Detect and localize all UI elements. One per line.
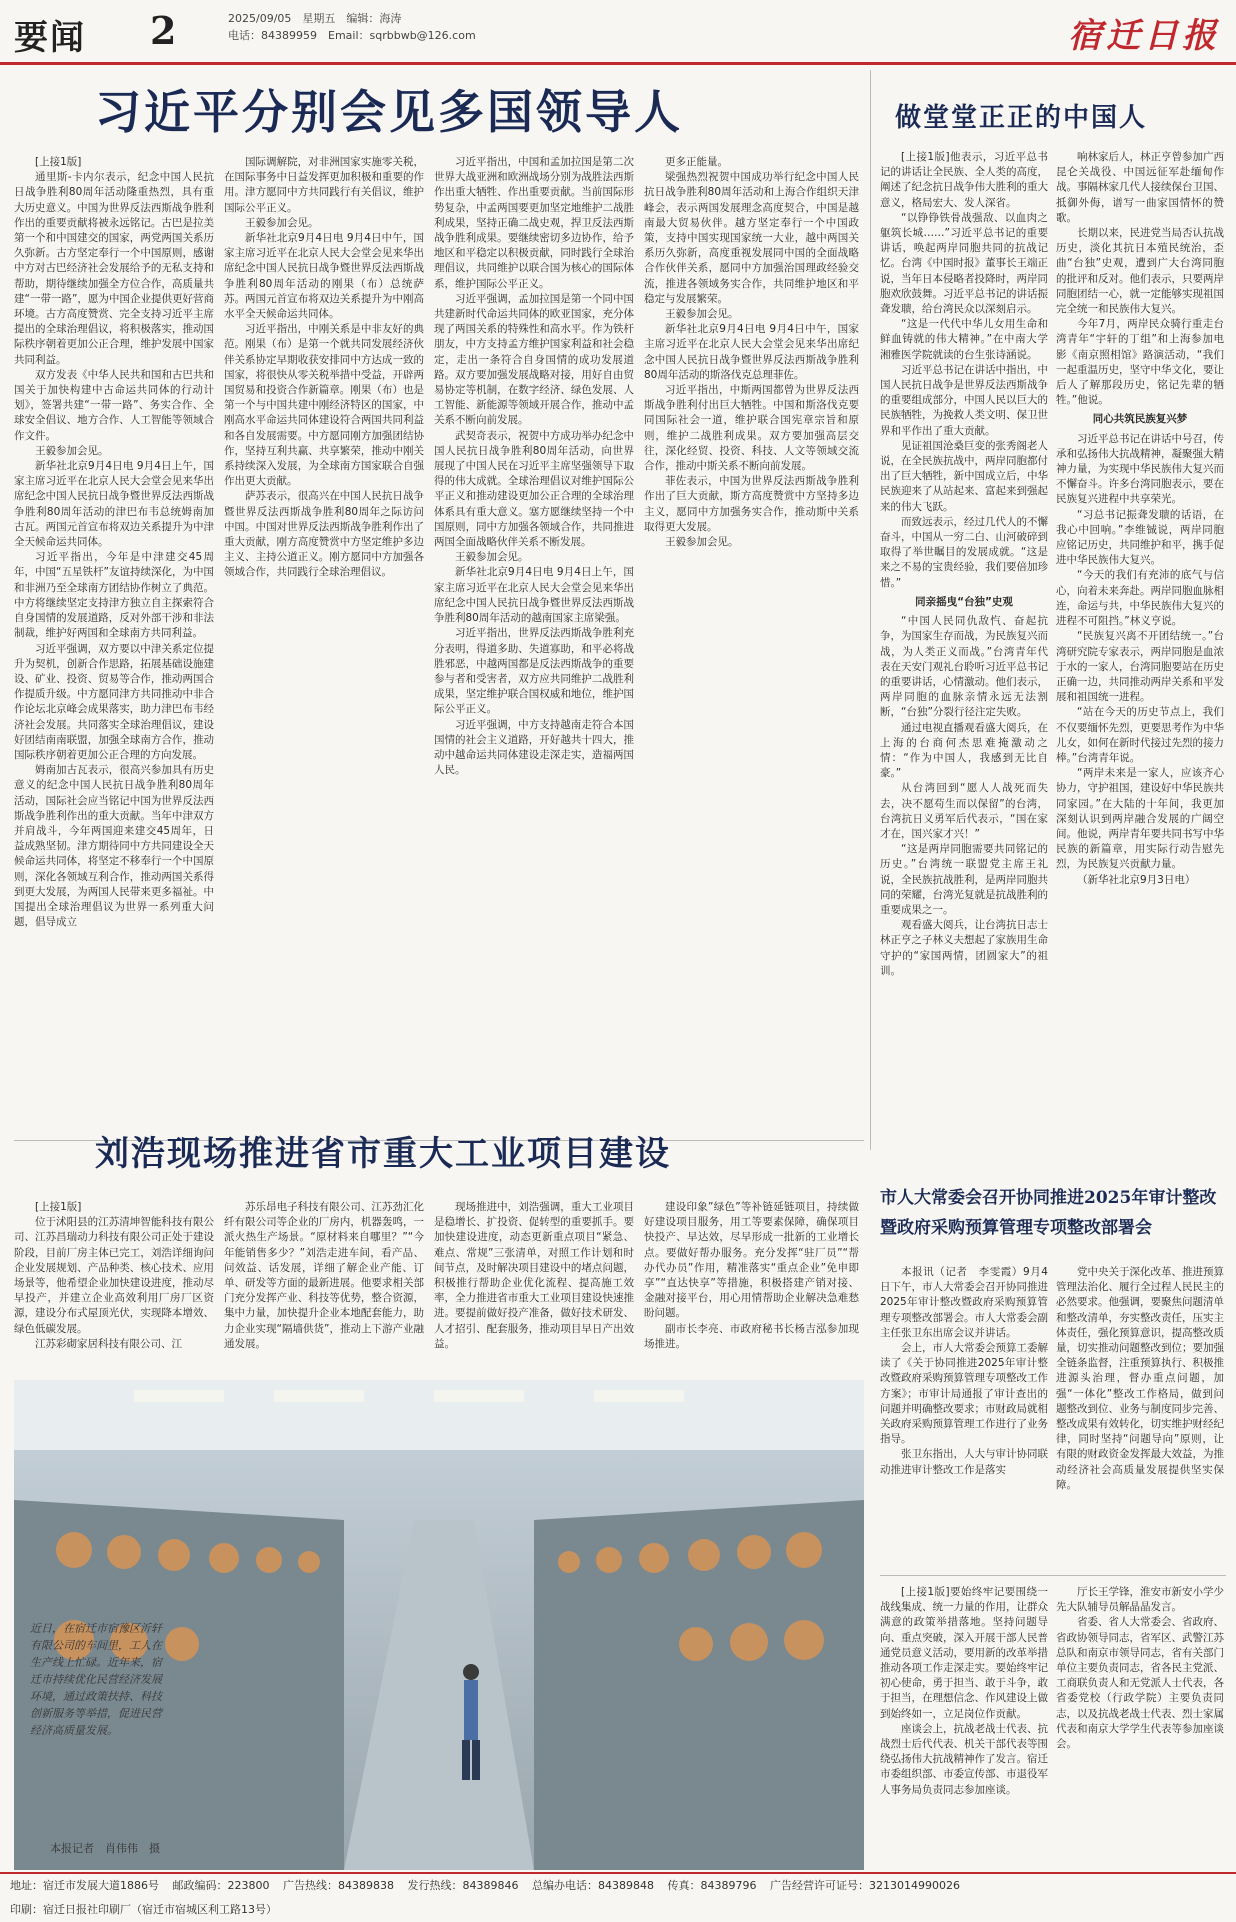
article1-column-4 [644, 155, 859, 1135]
article1-column-2 [224, 155, 424, 1135]
paragraph: 江苏彩砌家居科技有限公司、江 [35, 1337, 182, 1350]
article4-headline-line2: 暨政府采购预算管理专项整改部署会 [880, 1218, 1152, 1238]
paragraph: 王毅参加会见。 [35, 444, 109, 457]
photo-credit: 本报记者 肖伟伟 摄 [50, 1842, 160, 1855]
paragraph: 习近平强调，双方要以中津关系定位提升为契机，创新合作思路，拓展基础设施建设、矿业、投资、贸易等合作，推动两国合作提质升级。中方愿同津方共同推动中非合作论坛北京峰会成果落实，助力津巴布韦经济社会发展。共同落实全球治理倡议，建设好团结南南联盟，加强全球南方合作，推动国际秩序朝着更加公正合理的方向发展。 [14, 642, 214, 761]
article3-column-2 [224, 1200, 424, 1370]
photo-caption: 近日，在宿迁市宿豫区沂轩有限公司的车间里，工人在生产线上忙碌。近年来，宿迁市持续优化民营经济发展环境，通过政策扶持、科技创新服务等举措，促进民营经济高质量发展。 [30, 1622, 162, 1737]
article5-column-2 [1056, 1585, 1224, 1865]
paragraph: 新华社北京9月4日电 9月4日中午，国家主席习近平在北京人民大会堂会见来华出席纪念中国人民抗日战争暨世界反法西斯战争胜利80周年活动的斯洛伐克总理菲佐。 [644, 323, 859, 381]
paragraph: 座谈会上，抗战老战士代表、抗战烈士后代代表、机关干部代表等围绕弘扬伟大抗战精神作了发言。宿迁市委组织部、市委宣传部、市退役军人事务局负责同志参加座谈。 [880, 1722, 1048, 1796]
paragraph: 同亲摇曳“台独”史观 [915, 595, 1013, 608]
paragraph: 习近平指出，今年是中津建交45周年，中国“五星铁杆”友谊持续深化，为中国和非洲乃至全球南方团结协作树立了典范。中方将继续坚定支持津方独立自主探索符合自身国情的发展道路，反对外部干涉和非法制裁，维护好两国和全球南方共同利益。 [14, 551, 214, 640]
paragraph: 双方发表《中华人民共和国和古巴共和国关于加快构建中古命运共同体的行动计划》，签署共建“一带一路”、务实合作、全球安全倡议、地方合作、人工智能等领域合作文件。 [14, 368, 214, 442]
paragraph: “习总书记振聋发聩的话语，在我心中回响。”李维铖说，两岸同胞应铭记历史，共同维护和平，携手促进中华民族伟大复兴。 [1056, 508, 1224, 567]
article2-column-2 [1056, 150, 1224, 1170]
paragraph: 姆南加古瓦表示，很高兴参加具有历史意义的纪念中国人民抗日战争胜利80周年活动，国际社会应当铭记中国为世界反法西斯战争胜利作出的重大贡献。当年中津双方并肩战斗，今年两国迎来建交45周年，日益成熟坚韧。津方期待同中方共同建设全天候命运共同体，将坚定不移奉行一个中国原则，深化各领域互利合作，推动两国关系得到更大发展，为两国人民带来更多福祉。中国提出全球治理倡议为世界一系列重大问题，倡导成立 [14, 764, 214, 929]
edition-label: 要闻 [14, 18, 86, 58]
paragraph: [上接1版]要始终牢记要围绕一战线集成、统一力量的作用，让群众满意的政策举措落地。坚持问题导向、重点突破，深入开展干部人民普通党员意义活动，要用新的改革举措推动各项工作走深走实。要始终牢记初心使命，勇于担当、敢于斗争，敢于担当，在理想信念、作风建设上做到始终如一，立足岗位作贡献。 [880, 1586, 1048, 1720]
paragraph: 通过电视直播观看盛大阅兵，在上海的台商何杰思难掩激动之情：“作为中国人，我感到无比自豪。” [880, 721, 1048, 780]
date-line: 2025/09/05 星期五 编辑：海涛 [228, 12, 402, 25]
paragraph: 菲佐表示，中国为世界反法西斯战争胜利作出了巨大贡献，斯方高度赞赏中方坚持多边主义，愿同中方加强务实合作，推动斯中关系取得更大发展。 [644, 475, 859, 533]
masthead-meta [228, 10, 476, 44]
paragraph: “这是一代代中华儿女用生命和鲜血铸就的伟大精神。”在中南大学湘雅医学院就读的台生张诗涵说。 [880, 318, 1048, 361]
paragraph: （新华社北京9月3日电） [1077, 873, 1196, 886]
footer-address: 地址：宿迁市发展大道1886号 [10, 1879, 159, 1892]
paragraph: 习近平指出，世界反法西斯战争胜利充分表明，得道多助、失道寡助，和平必将战胜邪恶，中越两国都是反法西斯战争的重要参与者和受害者，双方应共同维护二战胜利成果，坚定维护联合国权威和地位，维护国际公平正义。 [434, 627, 634, 716]
paragraph: 厅长王学锋，淮安市新安小学少先大队辅导员解晶晶发言。 [1056, 1586, 1224, 1614]
footer-license: 广告经营许可证号：3213014990026 [770, 1879, 960, 1892]
footer-editor-phone: 总编办电话：84389848 [532, 1879, 654, 1892]
paragraph: 会上，市人大常委会预算工委解读了《关于协同推进2025年审计整改暨政府采购预算管理专项整改工作方案》；市审计局通报了审计查出的问题并明确整改要求；市财政局就相关政府采购预算管理工作进行了业务指导。 [880, 1342, 1048, 1446]
paragraph: “民族复兴离不开团结统一。”台湾研究院专家表示，两岸同胞是血浓于水的一家人，台湾同胞要站在历史正确一边，共同推动两岸关系和平发展和祖国统一进程。 [1056, 630, 1224, 704]
paragraph: “以铮铮铁骨战强敌、以血肉之躯筑长城……”习近平总书记的重要讲话，唤起两岸同胞共同的抗战记忆。台湾《中国时报》董事长王端正说，当年日本侵略者投降时，两岸同胞欢欣鼓舞。习近平总书记的讲话振聋发聩，给台湾民众以深刻启示。 [880, 211, 1048, 316]
footer-ad-phone: 广告热线：84389838 [283, 1879, 394, 1892]
paragraph: 通里斯-卡内尔表示，纪念中国人民抗日战争胜利80周年活动隆重热烈，具有重大历史意义。中国为世界反法西斯战争胜利作出的重要贡献将被永远铭记。古巴是拉美第一个和中国建交的国家，两党两国关系历久弥新。古方坚定奉行一个中国原则，感谢中方对古巴经济社会发展给予的无私支持和帮助，期待继续加强全方位合作，高质量共建“一带一路”，愿为中国企业提供更好营商环境。古方高度赞赏、完全支持习近平主席提出的全球治理倡议，将积极落实，推动国际秩序朝着更加公正合理，维护发展中国家共同利益。 [14, 171, 214, 366]
paragraph: 习近平指出，中刚关系是中非友好的典范。刚果（布）是第一个就共同发展经济伙伴关系协定早期收获安排同中方达成一致的国家，将很快从零关税举措中受益，开辟两国贸易和投资合作新篇章。刚果（布）也是第一个与中国共建中刚经济特区的国家，中刚高水平命运共同体建设符合两国共同利益和各自发展需要。中方愿同刚方加强团结协作，坚持互利共赢、共享繁荣，推动中刚关系持续深入发展，为全球南方国家联合自强作出更大贡献。 [224, 323, 424, 488]
article1-headline: 习近平分别会见多国领导人 [95, 85, 683, 139]
paragraph: 王毅参加会见。 [245, 216, 319, 229]
paragraph: 副市长李亮、市政府秘书长杨吉泓参加现场推进。 [644, 1322, 859, 1350]
paragraph: 习近平总书记在讲话中指出，中国人民抗日战争是世界反法西斯战争的重要组成部分，中国人民以巨大的民族牺牲，为挽救人类文明、保卫世界和平作出了重大贡献。 [880, 363, 1048, 437]
masthead [0, 0, 1236, 65]
article3-headline: 刘浩现场推进省市重大工业项目建设 [95, 1134, 671, 1174]
paragraph: 省委、省人大常委会、省政府、省政协领导同志，省军区、武警江苏总队和南京市领导同志，省有关部门单位主要负责同志，省各民主党派、工商联负责人和无党派人士代表，各省委党校（行政学院）主要负责同志，以及抗战老战士代表、烈士家属代表和南京大学学生代表等参加座谈会。 [1056, 1616, 1224, 1751]
footer-printer: 印刷：宿迁日报社印刷厂（宿迁市宿城区利工路13号） [10, 1903, 277, 1916]
paragraph: 长期以来，民进党当局否认抗战历史，淡化其抗日本殖民统治，歪曲“台独”史观，遭到广大台湾同胞的批评和反对。他们表示，只要两岸同胞团结一心，就一定能够实现祖国完全统一和民族伟大复兴。 [1056, 227, 1224, 316]
article5-column-1 [880, 1585, 1048, 1865]
paragraph: “今天的我们有充沛的底气与信心，向着未来奔赴。两岸同胞血脉相连，命运与共，中华民族伟大复兴的进程不可阻挡。”林义亨说。 [1056, 569, 1224, 628]
paragraph: 习近平总书记在讲话中号召，传承和弘扬伟大抗战精神，凝聚强大精神力量，为实现中华民族伟大复兴而不懈奋斗。许多台湾同胞表示，要在民族复兴进程中共享荣光。 [1056, 432, 1224, 506]
paragraph: 今年7月，两岸民众骑行重走台湾青年“宇轩的丁组”和上海参加电影《南京照相馆》路演活动，“我们一起重温历史，坚守中华文化，要让后人了解那段历史，铭记先辈的牺牲。”他说。 [1056, 318, 1224, 407]
article4-headline-line1: 市人大常委会召开协同推进2025年审计整改 [880, 1188, 1217, 1208]
article4-column-1 [880, 1265, 1048, 1565]
paragraph: 武契奇表示，祝贺中方成功举办纪念中国人民抗日战争胜利80周年活动，向世界展现了中国人民在习近平主席坚强领导下取得的伟大成就。全球治理倡议对维护国际公平正义和推动建设更加公正合理的全球治理体系具有重大意义。塞方愿继续坚持一个中国原则，同中方加强各领域合作，共同推进两国全面战略伙伴关系不断发展。 [434, 429, 634, 549]
article2-column-1 [880, 150, 1048, 1170]
paragraph: “站在今天的历史节点上，我们不仅要缅怀先烈，更要思考作为中华儿女，如何在新时代接过先烈的接力棒。”台湾青年说。 [1056, 706, 1224, 764]
paragraph: 建设印象”绿色”等补链延链项目，持续做好建设项目服务，用工等要素保障，确保项目快投产、早达效，尽早形成一批新的工业增长点。要做好帮办服务。充分发挥“驻厂员”“帮办代办员”作用，精准落实“重点企业”免申即享”“直达快享”等措施，积极搭建产销对接、金融对接平台，用心用情帮助企业解决急难愁盼问题。 [644, 1201, 859, 1320]
contact-line: 电话：84389959 Email：sqrbbwb@126.com [228, 29, 476, 42]
article1-column-3 [434, 155, 634, 1135]
paragraph: “这是两岸同胞需要共同铭记的历史。”台湾统一联盟党主席王礼说，全民族抗战胜利，是两岸同胞共同的荣耀，台湾光复就是抗战胜利的重要成果之一。 [880, 843, 1048, 916]
paragraph: 响林家后人，林正亨曾参加广西昆仑关战役、中国远征军赴缅甸作战。事隔林家几代人接续保台卫国、抵御外侮，谱写一曲家国情怀的赞歌。 [1056, 151, 1224, 224]
footer-fax: 传真：84389796 [667, 1879, 757, 1892]
newspaper-logo: 宿迁日报 [1068, 16, 1220, 56]
paragraph: 位于沭阳县的江苏清坤智能科技有限公司、江苏昌瑞动力科技有限公司正处于建设阶段，目前厂房主体已完工，刘浩详细询问企业发展规划、产品种类、核心技术、应用场景等，他希望企业加快建设进度，推动尽早投产，并建立企业高效利用厂房厂区资源，建设分布式屋顶光伏，实现降本增效、绿色低碳发展。 [14, 1216, 214, 1335]
paragraph: 更多正能量。 [665, 156, 728, 168]
page-footer [0, 1872, 1236, 1916]
paragraph: 从台湾回到“愿人人战死而失去，决不愿苟生而以保留”的台湾，台湾抗日义勇军后代表示，“国在家才在，国兴家才兴！” [880, 782, 1048, 840]
paragraph: 新华社北京9月4日电 9月4日上午，国家主席习近平在北京人民大会堂会见来华出席纪念中国人民抗日战争暨世界反法西斯战争胜利80周年活动的津巴布韦总统姆南加古瓦。两国元首宣布将双边关系提升为中津全天候命运共同体。 [14, 460, 214, 549]
article3-column-1 [14, 1200, 214, 1370]
paragraph: 王毅参加会见。 [665, 308, 739, 321]
article1-column-1 [14, 155, 214, 1135]
paragraph: 党中央关于深化改革、推进预算管理法治化、履行全过程人民民主的必然要求。他强调，要聚焦问题清单和整改清单，夯实整改责任，压实主体责任，强化预算意识，提高整改质量，切实推动问题整改到位；要加强全链条监督，注重预算执行、积极推进源头治理，督办重点问题，加强“一体化”整改工作格局，做到问题整改到位、业务与制度同步完善、整改成果有效转化，切实维护财经纪律，同时坚持“问题导向”原则，让有限的财政资金发挥最大效益，为推动经济社会高质量发展提供坚实保障。 [1056, 1266, 1224, 1491]
paragraph: 而致远表示，经过几代人的不懈奋斗，中国从一穷二白、山河破碎到取得了举世瞩目的发展成就。“这是来之不易的宝贵经验，我们要倍加珍惜。” [880, 515, 1048, 589]
paragraph: 同心共筑民族复兴梦 [1092, 413, 1188, 426]
paragraph: 国际调解院，对非洲国家实施零关税，在国际事务中日益发挥更加积极和重要的作用。津方愿同中方共同践行有关倡议，维护国际公平正义。 [224, 156, 424, 214]
paragraph: 萨苏表示，很高兴在中国人民抗日战争暨世界反法西斯战争胜利80周年之际访问中国。中国对世界反法西斯战争胜利作出了重大贡献，刚方高度赞赏中方坚定维护多边主义、主持公道正义。刚方愿同中方加强各领域合作，共同践行全球治理倡议。 [224, 490, 424, 579]
footer-dist-phone: 发行热线：84389846 [407, 1879, 519, 1892]
footer-postcode: 邮政编码：223800 [172, 1879, 270, 1892]
paragraph: [上接1版]他表示，习近平总书记的讲话让全民族、全人类的高度，阐述了纪念抗日战争伟大胜利的重大意义，格局宏大、发人深省。 [880, 151, 1048, 209]
paragraph: [上接1版] [35, 1201, 82, 1213]
paragraph: 苏乐昂电子科技有限公司、江苏劲汇化纤有限公司等企业的厂房内，机器轰鸣，一派火热生产场景。“原材料来自哪里？”“今年能销售多少？”刘浩走进车间，看产品、问效益、话发展，详细了解企业产能、订单、研发等方面的最新进展。他要求相关部门充分发挥产业、科技等优势，整合资源，集中力量，加快提升企业本地配套能力，助力企业实现“隔墙供货”，推动上下游产业融通发展。 [224, 1201, 424, 1350]
article2-headline: 做堂堂正正的中国人 [895, 103, 1148, 133]
paragraph: 见证祖国沧桑巨变的张秀阁老人说，在全民族抗战中，两岸同胞都付出了巨大牺牲，新中国成立后，中华民族迎来了从站起来、富起来到强起来的伟大飞跃。 [880, 439, 1048, 513]
paragraph: 习近平指出，中国和孟加拉国是第二次世界大战亚洲和欧洲战场分别为战胜法西斯作出重大牺牲、作出重要贡献。当前国际形势复杂，中孟两国要更加坚定地维护二战胜利成果，坚持正确二战史观，捍卫反法西斯战争胜利成果。要继续密切多边协作，给予地区和平稳定以积极贡献，同时践行全球治理倡议，共同维护以联合国为核心的国际体系，维护国际公平正义。 [434, 156, 634, 290]
paragraph: “中国人民同仇敌忾、奋起抗争，为国家生存而战，为民族复兴而战，为人类正义而战。”台湾青年代表在天安门观礼台聆听习近平总书记的重要讲话，心情激动。他们表示，两岸同胞的血脉亲情永远无法割断，“台独”分裂行径注定失败。 [880, 615, 1048, 719]
paragraph: 梁强热烈祝贺中国成功举行纪念中国人民抗日战争胜利80周年活动和上海合作组织天津峰会，表示两国发展理念高度契合，中国是越南最大贸易伙伴。越方坚定奉行一个中国政策，支持中国实现国家统一大业，越中两国关系历久弥新，高度重视发展同中国的全面战略合作伙伴关系，愿同中方加强治国理政经验交流，推进各领域务实合作，共同维护地区和平稳定与发展繁荣。 [644, 171, 859, 305]
paragraph: 王毅参加会见。 [665, 536, 739, 549]
article3-column-3 [434, 1200, 634, 1370]
paragraph: 现场推进中，刘浩强调，重大工业项目是稳增长、扩投资、促转型的重要抓手。要加快建设进度，动态更新重点项目“紧急、难点、常规”三张清单，对照工作计划和时间节点，及时解决项目建设中的堵点问题，积极推行帮助企业优化流程、提高施工效率，全力推进省市重大工业项目建设快速推进。要提前做好投产准备，做好技术研发、人才招引、配套服务，推动项目早日产出效益。 [434, 1201, 634, 1350]
paragraph: 王毅参加会见。 [455, 551, 529, 564]
article4-column-2 [1056, 1265, 1224, 1565]
paragraph: 观看盛大阅兵，让台湾抗日志士林正亨之子林义夫想起了家族用生命守护的“家国两情，团圆家大”的祖训。 [880, 919, 1048, 977]
paragraph: 习近平强调，中方支持越南走符合本国国情的社会主义道路，开好越共十四大，推动中越命运共同体建设走深走实，造福两国人民。 [434, 718, 634, 777]
paragraph: 张卫东指出，人大与审计协同联动推进审计整改工作是落实 [880, 1448, 1048, 1476]
paragraph: 新华社北京9月4日电 9月4日上午，国家主席习近平在北京人民大会堂会见来华出席纪念中国人民抗日战争暨世界反法西斯战争胜利80周年活动的越南国家主席梁强。 [434, 566, 634, 625]
paragraph: 本报讯（记者 李雯霞）9月4日下午，市人大常委会召开协同推进2025年审计整改暨政府采购预算管理专项整改部署会。市人大常委会副主任张卫东出席会议并讲话。 [880, 1266, 1048, 1339]
paragraph: “两岸未来是一家人，应该齐心协力，守护祖国，建设好中华民族共同家园。”在大陆的十年间，我更加深刻认识到两岸融合发展的广阔空间。他说，两岸青年要共同书写中华民族的新篇章，用实际行动告慰先烈，为民族复兴贡献力量。 [1056, 767, 1224, 871]
page-number: 2 [150, 8, 177, 53]
paragraph: 习近平强调，孟加拉国是第一个同中国共建新时代命运共同体的欧亚国家，充分体现了两国关系的特殊性和高水平。作为铁杆朋友，中方支持孟方维护国家利益和社会稳定，走出一条符合自身国情的成功发展道路。双方要加强发展战略对接，用好自由贸易协定等机制，在数字经济、绿色发展、人工智能、新能源等领域开展合作，推动中孟关系不断向前发展。 [434, 292, 634, 427]
paragraph: 习近平指出，中斯两国都曾为世界反法西斯战争胜利付出巨大牺牲。中国和斯洛伐克要同国际社会一道，维护联合国宪章宗旨和原则，维护二战胜利成果。双方要加强高层交往，深化经贸、投资、科技、人文等领域交流合作，推动中斯关系不断向前发展。 [644, 384, 859, 473]
paragraph: 新华社北京9月4日电 9月4日中午，国家主席习近平在北京人民大会堂会见来华出席纪念中国人民抗日战争暨世界反法西斯战争胜利80周年活动的刚果（布）总统萨苏。两国元首宣布将双边关系提升为中刚高水平全天候命运共同体。 [224, 232, 424, 321]
article3-column-4 [644, 1200, 859, 1370]
paragraph: [上接1版] [35, 156, 82, 168]
